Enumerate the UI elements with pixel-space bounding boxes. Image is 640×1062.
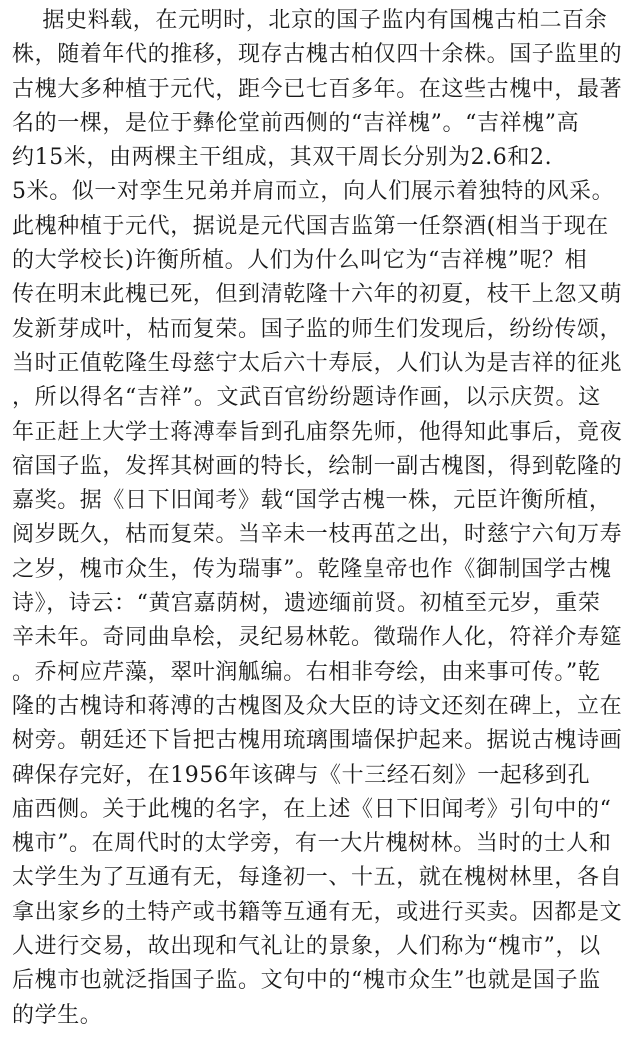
text-line: 古槐大多种植于元代，距今已七百多年。在这些古槐中，最著 [12,76,623,102]
text-line: 人进行交易，故出现和气礼让的景象，人们称为“槐市”，以 [12,934,601,960]
text-line: 传在明末此槐已死，但到清乾隆十六年的初夏，枝干上忽又萌 [12,282,623,308]
text-line: 诗》，诗云：“黄宫嘉荫树，遗迹缅前贤。初植至元岁，重荣 [12,591,601,617]
text-line: 约15米，由两棵主干组成，其双干周长分别为2.6和2. [12,145,553,171]
text-line: 名的一棵，是位于彝伦堂前西侧的“吉祥槐”。“吉祥槐”高 [12,110,580,136]
text-line: 太学生为了互通有无，每逢初一、十五，就在槐树林里，各自 [12,865,623,891]
document-body [12,4,636,1033]
text-line: 发新芽成叶，枯而复荣。国子监的师生们发现后，纷纷传颂， [12,316,623,342]
text-line: 。乔柯应芹藻，翠叶润觚编。右相非夸绘，由来事可传。”乾 [12,659,601,685]
text-line: 当时正值乾隆生母慈宁太后六十寿辰，人们认为是吉祥的征兆 [12,350,623,376]
text-line: 5米。似一对孪生兄弟并肩而立，向人们展示着独特的风采。 [12,179,615,205]
text-line: 此槐种植于元代，据说是元代国吉监第一任祭酒(相当于现在 [12,213,609,239]
text-line: ，所以得名“吉祥”。文武百官纷纷题诗作画，以示庆贺。这 [12,385,601,411]
text-line: 树旁。朝廷还下旨把古槐用琉璃围墙保护起来。据说古槐诗画 [12,728,623,754]
text-line: 嘉奖。据《日下旧闻考》载“国学古槐一株，元臣许衡所植， [12,488,612,514]
text-line: 阅岁既久，枯而复荣。当辛未一枝再茁之出，时慈宁六旬万寿 [12,522,623,548]
text-line: 株，随着年代的推移，现存古槐古柏仅四十余株。国子监里的 [12,42,623,68]
text-line: 年正赶上大学士蒋溥奉旨到孔庙祭先师，他得知此事后，竟夜 [12,419,623,445]
text-line: 庙西侧。关于此槐的名字，在上述《日下旧闻考》引句中的“ [12,796,612,822]
text-line: 隆的古槐诗和蒋溥的古槐图及众大臣的诗文还刻在碑上，立在 [12,693,623,719]
text-line: 据史料载，在元明时，北京的国子监内有国槐古柏二百余 [12,8,608,33]
text-line: 的学生。 [12,1002,103,1028]
text-line: 之岁，槐市众生，传为瑞事”。乾隆皇帝也作《御制国学古槐 [12,556,612,582]
text-line: 后槐市也就泛指国子监。文句中的“槐市众生”也就是国子监 [12,968,601,994]
text-line: 辛未年。奇同曲阜桧，灵纪易林乾。徵瑞作人化，符祥介寿筵 [12,625,623,651]
text-line: 拿出家乡的土特产或书籍等互通有无，或进行买卖。因都是文 [12,899,623,925]
text-line: 碑保存完好，在1956年该碑与《十三经石刻》一起移到孔 [12,762,591,788]
text-line: 槐市”。在周代时的太学旁，有一大片槐树林。当时的士人和 [12,831,612,857]
text-line: 宿国子监，发挥其树画的特长，绘制一副古槐图，得到乾隆的 [12,453,623,479]
text-line: 的大学校长)许衡所植。人们为什么叫它为“吉祥槐”呢？相 [12,248,588,274]
